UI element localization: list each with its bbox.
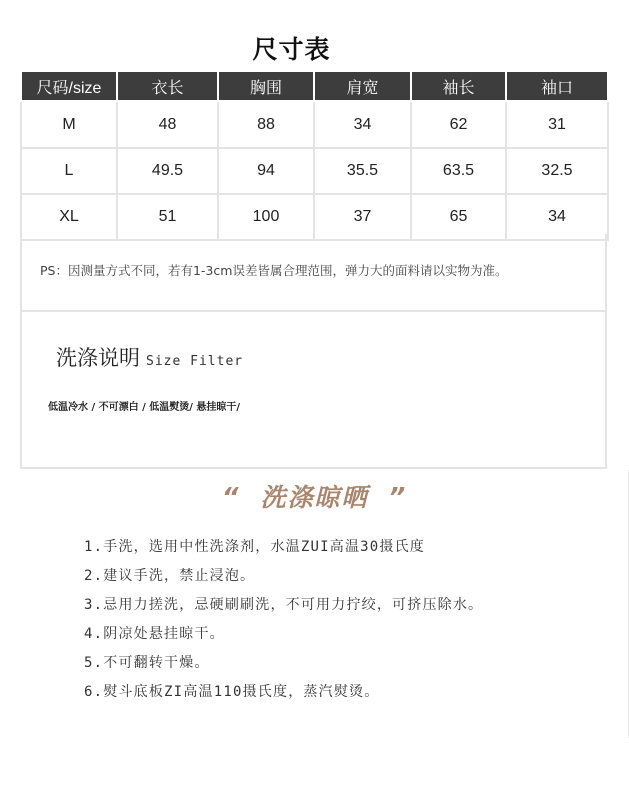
ps-note-box xyxy=(20,234,607,312)
ps-note: PS：因测量方式不同，若有1-3cm误差皆属合理范围，弹力大的面料请以实物为准。 xyxy=(40,263,508,278)
list-item: 1.手洗，选用中性洗涤剂，水温ZUI高温30摄氏度 xyxy=(84,539,425,555)
table-cell: 34 xyxy=(506,194,608,240)
open-quote: “ xyxy=(221,483,241,513)
header-cuff: 袖口 xyxy=(506,71,608,101)
list-item: 3.忌用力搓洗，忌硬刷刷洗，不可用力拧绞，可挤压除水。 xyxy=(84,597,484,613)
header-sleeve-length: 袖长 xyxy=(411,71,506,101)
header-shoulder: 肩宽 xyxy=(314,71,411,101)
table-cell: 63.5 xyxy=(411,148,506,194)
table-cell: 34 xyxy=(314,101,411,148)
list-item: 2.建议手洗，禁止浸泡。 xyxy=(84,568,256,584)
table-row xyxy=(21,148,608,194)
table-cell: 32.5 xyxy=(506,148,608,194)
table-cell: 94 xyxy=(218,148,314,194)
table-cell: 65 xyxy=(411,194,506,240)
list-item: 4.阴凉处悬挂晾干。 xyxy=(84,626,225,642)
table-cell: XL xyxy=(21,194,117,240)
table-cell: 88 xyxy=(218,101,314,148)
table-cell: 51 xyxy=(117,194,218,240)
table-cell: M xyxy=(21,101,117,148)
list-item: 5.不可翻转干燥。 xyxy=(84,655,210,671)
table-cell: 37 xyxy=(314,194,411,240)
list-item: 6.熨斗底板ZI高温110摄氏度，蒸汽熨烫。 xyxy=(84,684,380,700)
wash-section-title xyxy=(56,342,243,372)
table-cell: 35.5 xyxy=(314,148,411,194)
size-chart-table xyxy=(20,70,609,241)
page-title: 尺寸表 xyxy=(252,35,331,64)
wash-title-en: Size Filter xyxy=(146,354,244,369)
table-cell: 48 xyxy=(117,101,218,148)
wash-title-cn: 洗涤说明 xyxy=(56,346,140,370)
wash-instructions-box xyxy=(20,310,607,469)
table-cell: L xyxy=(21,148,117,194)
table-cell: 49.5 xyxy=(117,148,218,194)
care-heading-text: 洗涤晾晒 xyxy=(260,483,369,512)
close-quote: ” xyxy=(388,483,408,513)
header-chest: 胸围 xyxy=(218,71,314,101)
table-header-row xyxy=(21,71,608,101)
table-cell: 100 xyxy=(218,194,314,240)
wash-items-text: 低温冷水 / 不可漂白 / 低温熨烫/ 悬挂晾干/ xyxy=(48,402,241,413)
header-size: 尺码/size xyxy=(21,71,117,101)
header-length: 衣长 xyxy=(117,71,218,101)
care-heading xyxy=(0,478,629,514)
table-row xyxy=(21,101,608,148)
care-instructions-list xyxy=(84,536,483,710)
table-cell: 31 xyxy=(506,101,608,148)
table-cell: 62 xyxy=(411,101,506,148)
